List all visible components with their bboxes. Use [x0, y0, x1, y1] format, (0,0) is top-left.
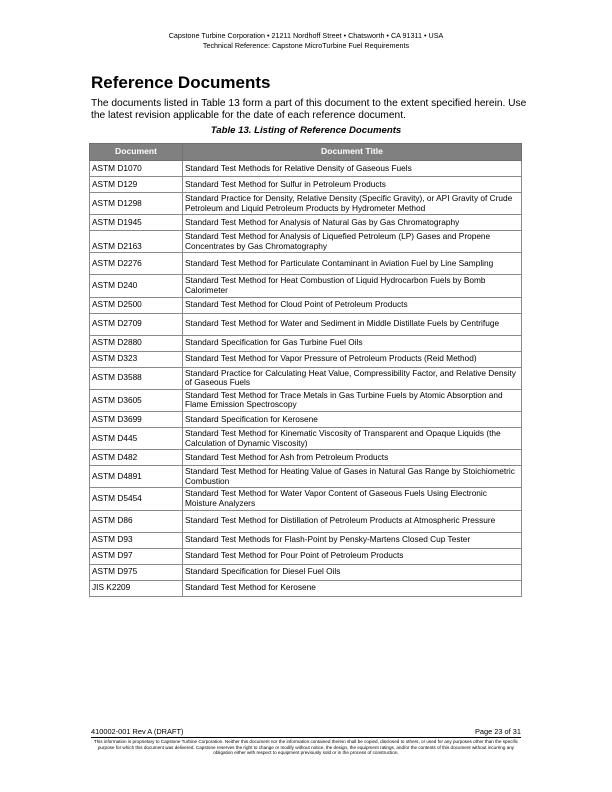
document-title: Standard Test Method for Vapor Pressure of Petroleum Products (Reid Method): [183, 351, 522, 367]
table-row: [90, 297, 522, 313]
document-title: Standard Test Method for Kerosene: [183, 580, 522, 596]
table-row: [90, 450, 522, 466]
document-id: ASTM D86: [90, 510, 183, 532]
document-title: Standard Test Method for Cloud Point of Petroleum Products: [183, 297, 522, 313]
footer-page-number: Page 23 of 31: [474, 727, 521, 736]
document-id: ASTM D4891: [90, 466, 183, 488]
table-row: [90, 275, 522, 297]
table-row: [90, 177, 522, 193]
table-row: [90, 367, 522, 389]
document-id: ASTM D2880: [90, 335, 183, 351]
table-row: [90, 313, 522, 335]
document-title: Standard Specification for Diesel Fuel Oils: [183, 564, 522, 580]
document-title: Standard Test Method for Water and Sediment in Middle Distillate Fuels by Centrifuge: [183, 313, 522, 335]
document-id: ASTM D1298: [90, 193, 183, 215]
document-id: ASTM D482: [90, 450, 183, 466]
document-title: Standard Test Methods for Relative Density of Gaseous Fuels: [183, 161, 522, 177]
document-id: ASTM D2500: [90, 297, 183, 313]
document-title: Standard Test Method for Heating Value of Gases in Natural Gas Range by Stoichiometric Combustion: [183, 466, 522, 488]
document-id: ASTM D2163: [90, 231, 183, 253]
document-title: Standard Specification for Kerosene: [183, 411, 522, 427]
document-id: ASTM D323: [90, 351, 183, 367]
table-row: [90, 193, 522, 215]
table-caption: Table 13. Listing of Reference Documents: [210, 125, 402, 136]
document-id: ASTM D1945: [90, 215, 183, 231]
document-id: JIS K2209: [90, 580, 183, 596]
document-id: ASTM D240: [90, 275, 183, 297]
table-row: [90, 351, 522, 367]
document-title: Standard Specification for Gas Turbine Fuel Oils: [183, 335, 522, 351]
document-id: ASTM D129: [90, 177, 183, 193]
document-id: ASTM D3699: [90, 411, 183, 427]
document-title: Standard Test Method for Water Vapor Content of Gaseous Fuels Using Electronic Moisture Analyzers: [183, 488, 522, 510]
document-id: ASTM D93: [90, 532, 183, 548]
table-row: [90, 389, 522, 411]
document-id: ASTM D97: [90, 548, 183, 564]
document-title: Standard Test Method for Analysis of Natural Gas by Gas Chromatography: [183, 215, 522, 231]
document-id: ASTM D2276: [90, 253, 183, 275]
column-header-document: Document: [90, 144, 183, 161]
document-title: Standard Test Method for Pour Point of Petroleum Products: [183, 548, 522, 564]
table-row: [90, 335, 522, 351]
table-header-row: [90, 144, 522, 161]
table-row: [90, 466, 522, 488]
reference-documents-table: [89, 143, 522, 597]
header-reference-line: Technical Reference: Capstone MicroTurbine Fuel Requirements: [202, 41, 410, 50]
document-title: Standard Test Method for Analysis of Liquefied Petroleum (LP) Gases and Propene Concentrates by Gas Chromatography: [183, 231, 522, 253]
document-title: Standard Test Method for Sulfur in Petroleum Products: [183, 177, 522, 193]
document-title: Standard Test Method for Trace Metals in Gas Turbine Fuels by Atomic Absorption and Flame Emission Spectroscopy: [183, 389, 522, 411]
table-row: [90, 411, 522, 427]
intro-paragraph: The documents listed in Table 13 form a part of this document to the extent specified herein. Use the latest revision applicable for the date of each reference document.: [91, 98, 527, 121]
document-id: ASTM D975: [90, 564, 183, 580]
page-header: [0, 31, 612, 51]
table-row: [90, 253, 522, 275]
footer-doc-number: 410002-001 Rev A (DRAFT): [91, 727, 184, 736]
footer-divider: [91, 737, 521, 738]
document-id: ASTM D5454: [90, 488, 183, 510]
table-row: [90, 215, 522, 231]
document-id: ASTM D3605: [90, 389, 183, 411]
footer-proprietary-notice: This information is proprietary to Capstone Turbine Corporation. Neither this document nor the information contained therein shall be copied, disclosed to others, or used for any purposes other than the specific purpose for which this document was delivered. Capstone reserves the right to change or modify without notice, the design, the equipment ratings, and/or the contents of this document without incurring any obligation either with respect to equipment previously sold or in the process of construction.: [93, 739, 519, 756]
column-header-document-title: Document Title: [183, 144, 522, 161]
table-row: [90, 548, 522, 564]
table-row: [90, 427, 522, 449]
table-row: [90, 161, 522, 177]
table-row: [90, 510, 522, 532]
document-id: ASTM D445: [90, 427, 183, 449]
document-title: Standard Test Method for Heat Combustion of Liquid Hydrocarbon Fuels by Bomb Calorimeter: [183, 275, 522, 297]
document-title: Standard Test Method for Particulate Contaminant in Aviation Fuel by Line Sampling: [183, 253, 522, 275]
document-title: Standard Practice for Calculating Heat Value, Compressibility Factor, and Relative Density of Gaseous Fuels: [183, 367, 522, 389]
document-title: Standard Test Method for Distillation of Petroleum Products at Atmospheric Pressure: [183, 510, 522, 532]
table-row: [90, 532, 522, 548]
table-row: [90, 488, 522, 510]
document-id: ASTM D1070: [90, 161, 183, 177]
document-id: ASTM D3588: [90, 367, 183, 389]
document-title: Standard Test Method for Kinematic Viscosity of Transparent and Opaque Liquids (the Calculation of Dynamic Viscosity): [183, 427, 522, 449]
table-row: [90, 231, 522, 253]
document-title: Standard Test Methods for Flash-Point by Pensky-Martens Closed Cup Tester: [183, 532, 522, 548]
document-title: Standard Practice for Density, Relative Density (Specific Gravity), or API Gravity of Crude Petroleum and Liquid Petroleum Products by Hydrometer Method: [183, 193, 522, 215]
table-row: [90, 564, 522, 580]
page-title: Reference Documents: [91, 73, 271, 92]
header-company-line: Capstone Turbine Corporation • 21211 Nordhoff Street • Chatsworth • CA 91311 • USA: [168, 31, 444, 40]
document-title: Standard Test Method for Ash from Petroleum Products: [183, 450, 522, 466]
document-id: ASTM D2709: [90, 313, 183, 335]
page-footer: [91, 727, 521, 756]
table-row: [90, 580, 522, 596]
